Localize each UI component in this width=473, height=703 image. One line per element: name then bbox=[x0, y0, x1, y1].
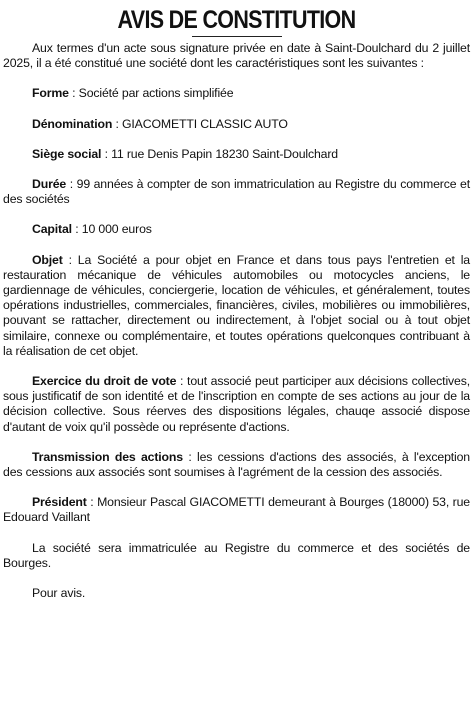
siege-separator: : bbox=[101, 146, 112, 161]
siege-value: 11 rue Denis Papin 18230 Saint-Doulchard bbox=[111, 146, 338, 161]
forme-value: Société par actions simplifiée bbox=[78, 86, 234, 101]
duree-value: 99 années à compter de son immatriculation au Registre du commerce et des sociétés bbox=[3, 177, 470, 207]
capital-paragraph bbox=[3, 222, 470, 237]
intro-paragraph: Aux termes d'un acte sous signature privée en date à Saint-Doulchard du 2 juillet 2025, il a été constitué une société dont les caractéristiques sont les suivantes : bbox=[3, 41, 470, 71]
immatriculation-paragraph: La société sera immatriculée au Registre du commerce et des sociétés de Bourges. bbox=[3, 540, 470, 570]
forme-separator: : bbox=[68, 86, 79, 101]
notice-title: AVIS DE CONSTITUTION bbox=[117, 6, 356, 34]
closing-paragraph: Pour avis. bbox=[32, 586, 86, 601]
transmission-separator: : bbox=[182, 449, 197, 464]
president-value: Monsieur Pascal GIACOMETTI demeurant à Bourges (18000) 53, rue Edouard Vaillant bbox=[3, 495, 470, 525]
vote-separator: : bbox=[176, 374, 188, 389]
denomination-separator: : bbox=[112, 116, 122, 131]
president-paragraph bbox=[3, 495, 470, 525]
vote-paragraph bbox=[3, 374, 470, 435]
capital-label: Capital bbox=[32, 222, 72, 237]
objet-separator: : bbox=[62, 252, 78, 267]
objet-label: Objet bbox=[32, 252, 63, 267]
president-label: Président bbox=[32, 495, 87, 510]
vote-value: tout associé peut participer aux décisions collectives, sous justificatif de son identité et de l'inscription en compte de ses actions au jour de la décision collective. Sous réerves des dispositions légales, chauqe associé dispose d'autant de voix qu'il possède ou représente d'actions. bbox=[3, 374, 470, 434]
capital-value: 10 000 euros bbox=[81, 222, 152, 237]
denomination-value: GIACOMETTI CLASSIC AUTO bbox=[122, 116, 288, 131]
denomination-paragraph bbox=[3, 117, 470, 132]
transmission-label: Transmission des actions bbox=[32, 449, 183, 464]
forme-label: Forme bbox=[32, 86, 69, 101]
objet-value: La Société a pour objet en France et dans tous pays l'entretien et la restauration mécanique de véhicules automobiles ou motocycles anciens, le gardiennage de véhicules, conciergerie, location de véhicules, et généralement, toutes opérations industrielles, commerciales, financières, civiles, mobilières ou immobilières, pouvant se rattacher, directement ou indirectement, à l'objet social ou à tout objet similaire, connexe ou complémentaire, et toutes opérations quelconques contribuant à la réalisation de cet objet. bbox=[3, 252, 470, 358]
siege-label: Siège social bbox=[32, 146, 102, 161]
vote-label: Exercice du droit de vote bbox=[32, 374, 177, 389]
forme-paragraph bbox=[3, 86, 470, 101]
duree-label: Durée bbox=[32, 177, 67, 192]
president-separator: : bbox=[86, 495, 98, 510]
transmission-value: les cessions d'actions des associés, à l'exception des cessions aux associés sont soumises à l'agrément de la cession des associés. bbox=[3, 449, 470, 480]
siege-paragraph bbox=[3, 147, 470, 162]
transmission-paragraph bbox=[3, 450, 470, 480]
capital-separator: : bbox=[71, 222, 82, 237]
title-underline bbox=[192, 36, 282, 37]
duree-paragraph bbox=[3, 177, 470, 207]
denomination-label: Dénomination bbox=[32, 116, 113, 131]
objet-paragraph bbox=[3, 253, 470, 359]
duree-separator: : bbox=[66, 177, 77, 192]
